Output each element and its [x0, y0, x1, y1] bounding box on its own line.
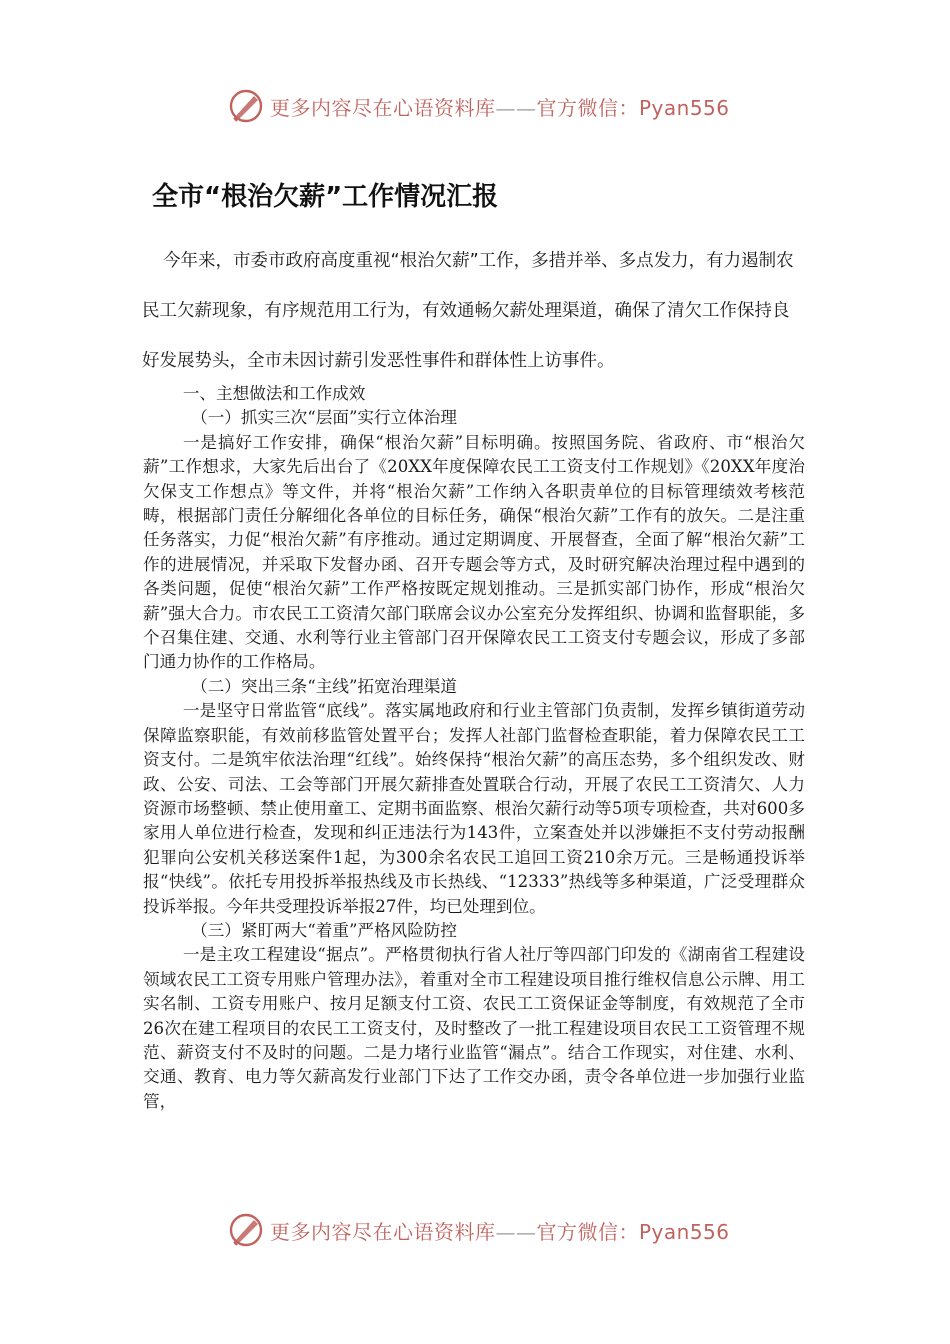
- banner-text: 更多内容尽在心语资料库——官方微信：Pyan556: [270, 95, 730, 120]
- sub3-heading: （三）紧盯两大“着重”严格风险防控: [191, 920, 457, 940]
- sub3-paragraph: 一是主攻工程建设“据点”。严格贯彻执行省人社厅等四部门印发的《湖南省工程建设领域农民工工资专用账户管理办法》，着重对全市工程建设项目推行维权信息公示牌、用工实名制、工资专用账户、按月足额支付工资、农民工工资保证金等制度，有效规范了全市26次在建工程项目的农民工工资支付，及时整改了一批工程建设项目农民工工资管理不规范、薪资支付不及时的问题。二是力堵行业监管“漏点”。结合工作现实，对住建、水利、交通、教育、电力等欠薪高发行业部门下达了工作交办函，责令各单位进一步加强行业监管，: [143, 945, 805, 1111]
- pen-logo-icon: [228, 1212, 264, 1248]
- page-title: 全市“根治欠薪”工作情况汇报: [152, 182, 499, 212]
- intro-paragraph: 今年来，市委市政府高度重视“根治欠薪”工作，多措并举、多点发力，有力遏制农民工欠薪现象，有序规范用工行为，有效通畅欠薪处理渠道，确保了清欠工作保持良好发展势头，全市未因讨薪引发恶性事件和群体性上访事件。: [142, 251, 794, 371]
- footer-banner: [228, 1210, 728, 1250]
- sub2-paragraph: 一是坚守日常监管“底线”。落实属地政府和行业主管部门负责制，发挥乡镇街道劳动保障监察职能，有效前移监管处置平台；发挥人社部门监督检查职能，着力保障农民工工资支付。二是筑牢依法治理“红线”。始终保持“根治欠薪”的高压态势，多个组织发改、财政、公安、司法、工会等部门开展欠薪排查处置联合行动，开展了农民工工资清欠、人力资源市场整顿、禁止使用童工、定期书面监察、根治欠薪行动等5项专项检查，共对600多家用人单位进行检查，发现和纠正违法行为143件，立案查处并以涉嫌拒不支付劳动报酬犯罪向公安机关移送案件1起，为300余名农民工追回工资210余万元。三是畅通投诉举报“快线”。依托专用投拆举报热线及市长热线、“12333”热线等多种渠道，广泛受理群众投诉举报。今年共受理投诉举报27件，均已处理到位。: [143, 701, 805, 916]
- section-heading: 一、主想做法和工作成效: [182, 384, 366, 403]
- sub1-heading: （一）抓实三次“层面”实行立体治理: [191, 408, 457, 428]
- pen-logo-icon: [228, 88, 264, 124]
- document-body: [143, 382, 805, 1114]
- intro-section: [142, 236, 802, 386]
- banner-text: 更多内容尽在心语资料库——官方微信：Pyan556: [270, 1219, 730, 1244]
- sub1-paragraph: 一是搞好工作安排，确保“根治欠薪”目标明确。按照国务院、省政府、市“根治欠薪”工作想求，大家先后出台了《20XX年度保障农民工工资支付工作规划》《20XX年度治欠保支工作想点》等文件，并将“根治欠薪”工作纳入各职责单位的目标管理绩效考核范畴，根据部门责任分解细化各单位的目标任务，确保“根治欠薪”工作有的放矢。二是注重任务落实，力促“根治欠薪”有序推动。通过定期调度、开展督查，全面了解“根治欠薪”工作的进展情况，并采取下发督办函、召开专题会等方式，及时研究解决治理过程中遇到的各类问题，促使“根治欠薪”工作严格按既定规划推动。三是抓实部门协作，形成“根治欠薪”强大合力。市农民工工资清欠部门联席会议办公室充分发挥组织、协调和监督职能，多个召集住建、交通、水利等行业主管部门召开保障农民工工资支付专题会议，形成了多部门通力协作的工作格局。: [143, 432, 805, 672]
- header-banner: [228, 86, 728, 126]
- sub2-heading: （二）突出三条“主线”拓宽治理渠道: [191, 676, 457, 696]
